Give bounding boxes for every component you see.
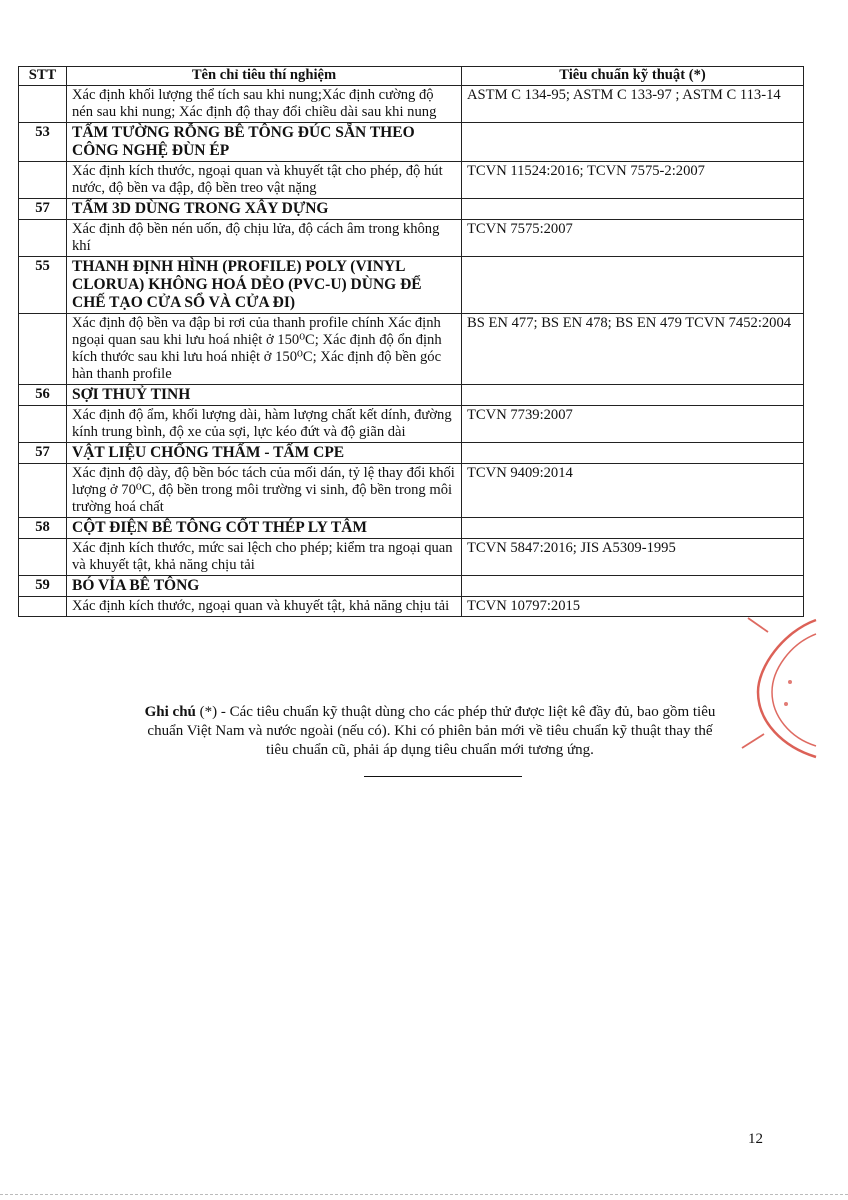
group-number: 53 [19,123,67,162]
page-number: 12 [748,1131,763,1147]
table-row [19,86,804,123]
group-number: 57 [19,443,67,464]
scan-edge-bottom [0,1194,848,1196]
stt-cell [19,597,67,617]
stt-cell [19,464,67,518]
standard-value: TCVN 5847:2016; JIS A5309-1995 [462,539,804,576]
empty-standard-cell [462,576,804,597]
standard-value: BS EN 477; BS EN 478; BS EN 479 TCVN 7452:2004 [462,314,804,385]
test-description: Xác định kích thước, mức sai lệch cho phép; kiểm tra ngoại quan và khuyết tật, khả năng chịu tải [67,539,462,576]
empty-standard-cell [462,385,804,406]
footnote-text: (*) - Các tiêu chuẩn kỹ thuật dùng cho các phép thử được liệt kê đầy đủ, bao gồm tiêu chuẩn Việt Nam và nước ngoài (nếu có). Khi có phiên bản mới về tiêu chuẩn kỹ thuật thay thế tiêu chuẩn cũ, phải áp dụng tiêu chuẩn mới tương ứng. [147,704,716,758]
table-row [19,406,804,443]
group-number: 57 [19,199,67,220]
group-name: TẤM TƯỜNG RỖNG BÊ TÔNG ĐÚC SẴN THEO CÔNG NGHỆ ĐÙN ÉP [67,123,462,162]
stt-cell [19,162,67,199]
standards-table [18,66,804,617]
stt-cell [19,314,67,385]
table-group-row [19,385,804,406]
table-row [19,314,804,385]
footnote-label: Ghi chú [144,704,196,720]
group-name: BÓ VỈA BÊ TÔNG [67,576,462,597]
scan-edge-top [0,0,848,6]
table-group-row [19,257,804,314]
standard-value: TCVN 9409:2014 [462,464,804,518]
group-number: 58 [19,518,67,539]
group-name: CỘT ĐIỆN BÊ TÔNG CỐT THÉP LY TÂM [67,518,462,539]
group-name: TẤM 3D DÙNG TRONG XÂY DỰNG [67,199,462,220]
group-number: 56 [19,385,67,406]
table-group-row [19,576,804,597]
header-standard: Tiêu chuẩn kỹ thuật (*) [462,67,804,86]
standard-value: ASTM C 134-95; ASTM C 133-97 ; ASTM C 113-14 [462,86,804,123]
test-description: Xác định độ bền nén uốn, độ chịu lửa, độ cách âm trong không khí [67,220,462,257]
table-row [19,539,804,576]
table-group-row [19,199,804,220]
stt-cell [19,86,67,123]
standard-value: TCVN 7739:2007 [462,406,804,443]
empty-standard-cell [462,199,804,220]
stt-cell [19,406,67,443]
test-description: Xác định độ dày, độ bền bóc tách của mối dán, tỷ lệ thay đổi khối lượng ở 70⁰C, độ bền trong môi trường vi sinh, độ bền trong môi trường hoá chất [67,464,462,518]
stt-cell [19,539,67,576]
table-row [19,597,804,617]
closing-rule [364,776,522,777]
red-seal-stamp-icon [728,612,818,762]
table-row [19,220,804,257]
standard-value: TCVN 7575:2007 [462,220,804,257]
empty-standard-cell [462,123,804,162]
group-number: 55 [19,257,67,314]
group-name: SỢI THUỶ TINH [67,385,462,406]
group-number: 59 [19,576,67,597]
table-group-row [19,123,804,162]
table-row [19,464,804,518]
group-name: THANH ĐỊNH HÌNH (PROFILE) POLY (VINYL CLORUA) KHÔNG HOÁ DẺO (PVC-U) DÙNG ĐỂ CHẾ TẠO CỬA SỔ VÀ CỬA ĐI) [67,257,462,314]
test-description: Xác định độ bền va đập bi rơi của thanh profile chính Xác định ngoại quan sau khi lưu hoá nhiệt ở 150⁰C; Xác định độ ổn định kích thước sau khi lưu hoá nhiệt ở 150⁰C; Xác định độ bền góc hàn thanh profile [67,314,462,385]
stt-cell [19,220,67,257]
test-description: Xác định khối lượng thể tích sau khi nung;Xác định cường độ nén sau khi nung; Xác định độ thay đổi chiều dài sau khi nung [67,86,462,123]
header-stt: STT [19,67,67,86]
empty-standard-cell [462,443,804,464]
empty-standard-cell [462,518,804,539]
table-group-row [19,443,804,464]
empty-standard-cell [462,257,804,314]
table-group-row [19,518,804,539]
header-test-name: Tên chỉ tiêu thí nghiệm [67,67,462,86]
standard-value: TCVN 11524:2016; TCVN 7575-2:2007 [462,162,804,199]
table-header-row [19,67,804,86]
test-description: Xác định kích thước, ngoại quan và khuyết tật cho phép, độ hút nước, độ bền va đập, độ bền treo vật nặng [67,162,462,199]
group-name: VẬT LIỆU CHỐNG THẤM - TẤM CPE [67,443,462,464]
footnote [140,703,720,760]
table-row [19,162,804,199]
standard-value: TCVN 10797:2015 [462,597,804,617]
test-description: Xác định kích thước, ngoại quan và khuyết tật, khả năng chịu tải [67,597,462,617]
test-description: Xác định độ ẩm, khối lượng dài, hàm lượng chất kết dính, đường kính trung bình, độ xe của sợi, lực kéo đứt và độ giãn dài [67,406,462,443]
